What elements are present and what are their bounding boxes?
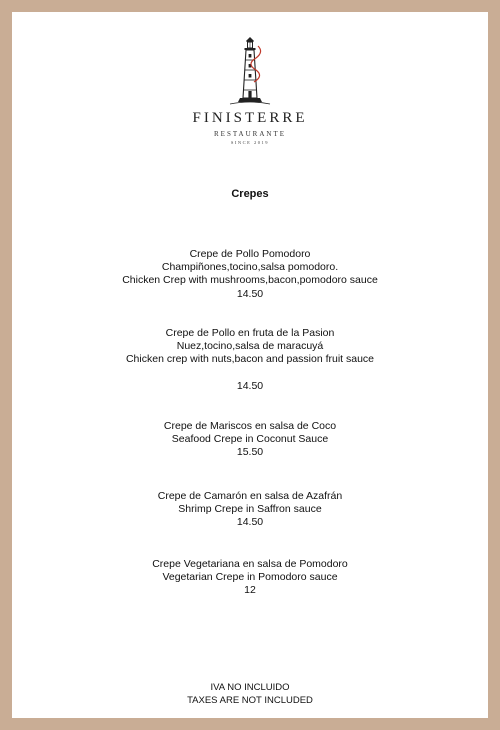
brand-subtitle: RESTAURANTE (214, 130, 286, 138)
tax-notice-es: IVA NO INCLUIDO (210, 682, 290, 693)
brand-since: SINCE 2019 (230, 140, 270, 145)
item-name: Crepe Vegetariana en salsa de Pomodoro (152, 558, 348, 570)
tax-notice-en: TAXES ARE NOT INCLUDED (187, 694, 313, 706)
lighthouse-icon (220, 36, 280, 108)
menu-item (12, 327, 488, 393)
item-price: 14.50 (236, 516, 264, 529)
item-price: 14.50 (236, 287, 264, 300)
menu-item (12, 490, 488, 530)
item-description-en: Shrimp Crepe in Saffron sauce (178, 503, 322, 516)
item-name: Crepe de Pollo Pomodoro (189, 248, 311, 260)
item-description-es: Champiñones,tocino,salsa pomodoro. (161, 261, 339, 274)
item-name: Crepe de Pollo en fruta de la Pasion (165, 327, 335, 339)
item-description-es: Nuez,tocino,salsa de maracuyá (176, 340, 324, 353)
menu-page (12, 12, 488, 718)
item-price: 12 (244, 584, 256, 597)
brand-name: FINISTERRE (192, 110, 308, 126)
menu-item (12, 558, 488, 598)
section-title: Crepes (231, 188, 269, 200)
item-description-en: Chicken crep with nuts,bacon and passion fruit sauce (125, 353, 375, 366)
item-price: 15.50 (236, 446, 264, 459)
tax-notice (12, 682, 488, 707)
restaurant-logo (12, 36, 488, 145)
menu-item (12, 248, 488, 301)
item-description-en: Vegetarian Crepe in Pomodoro sauce (162, 571, 338, 584)
menu-item (12, 420, 488, 460)
item-description-en: Seafood Crepe in Coconut Sauce (171, 433, 329, 446)
item-price: 14.50 (236, 379, 264, 392)
item-description-en: Chicken Crep with mushrooms,bacon,pomodoro sauce (122, 274, 378, 287)
item-name: Crepe de Camarón en salsa de Azafrán (157, 490, 343, 502)
item-name: Crepe de Mariscos en salsa de Coco (163, 420, 337, 432)
